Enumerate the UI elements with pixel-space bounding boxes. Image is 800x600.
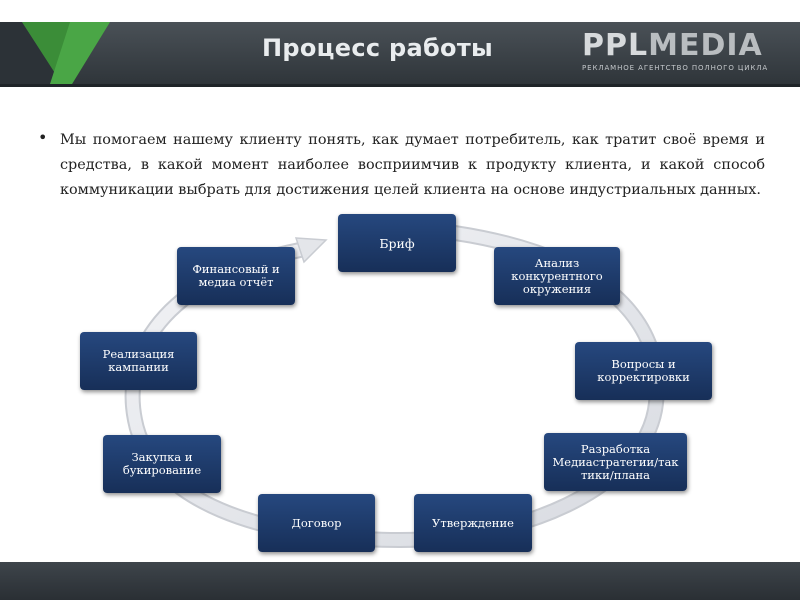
intro-bullet: •	[38, 128, 48, 147]
intro-paragraph: Мы помогаем нашему клиенту понять, как думает потребитель, как тратит своё время и средства, в какой момент наиболее восприимчив к продукту клиента, и какой способ коммуникации выбрать для достижения целей клиента на основе индустриальных данных.	[60, 132, 765, 198]
step-financial-report: Финансовый и медиа отчёт	[177, 247, 295, 305]
brand-logo-accent: MEDIA	[648, 28, 763, 63]
page-title: Процесс работы	[262, 34, 494, 62]
step-questions-corrections: Вопросы и корректировки	[575, 342, 712, 400]
brand-logo-main: PPL	[582, 28, 649, 63]
step-competitor-analysis: Анализ конкурентного окружения	[494, 247, 620, 305]
step-approval: Утверждение	[414, 494, 532, 552]
step-media-strategy: Разработка Медиастратегии/так тики/плана	[544, 433, 687, 491]
brand-tagline: РЕКЛАМНОЕ АГЕНТСТВО ПОЛНОГО ЦИКЛА	[582, 64, 769, 72]
step-brief: Бриф	[338, 214, 456, 272]
footer-bar	[0, 562, 800, 600]
step-contract: Договор	[258, 494, 375, 552]
step-campaign-launch: Реализация кампании	[80, 332, 197, 390]
step-purchasing-booking: Закупка и букирование	[103, 435, 221, 493]
cycle-arrow-icon	[296, 238, 326, 262]
